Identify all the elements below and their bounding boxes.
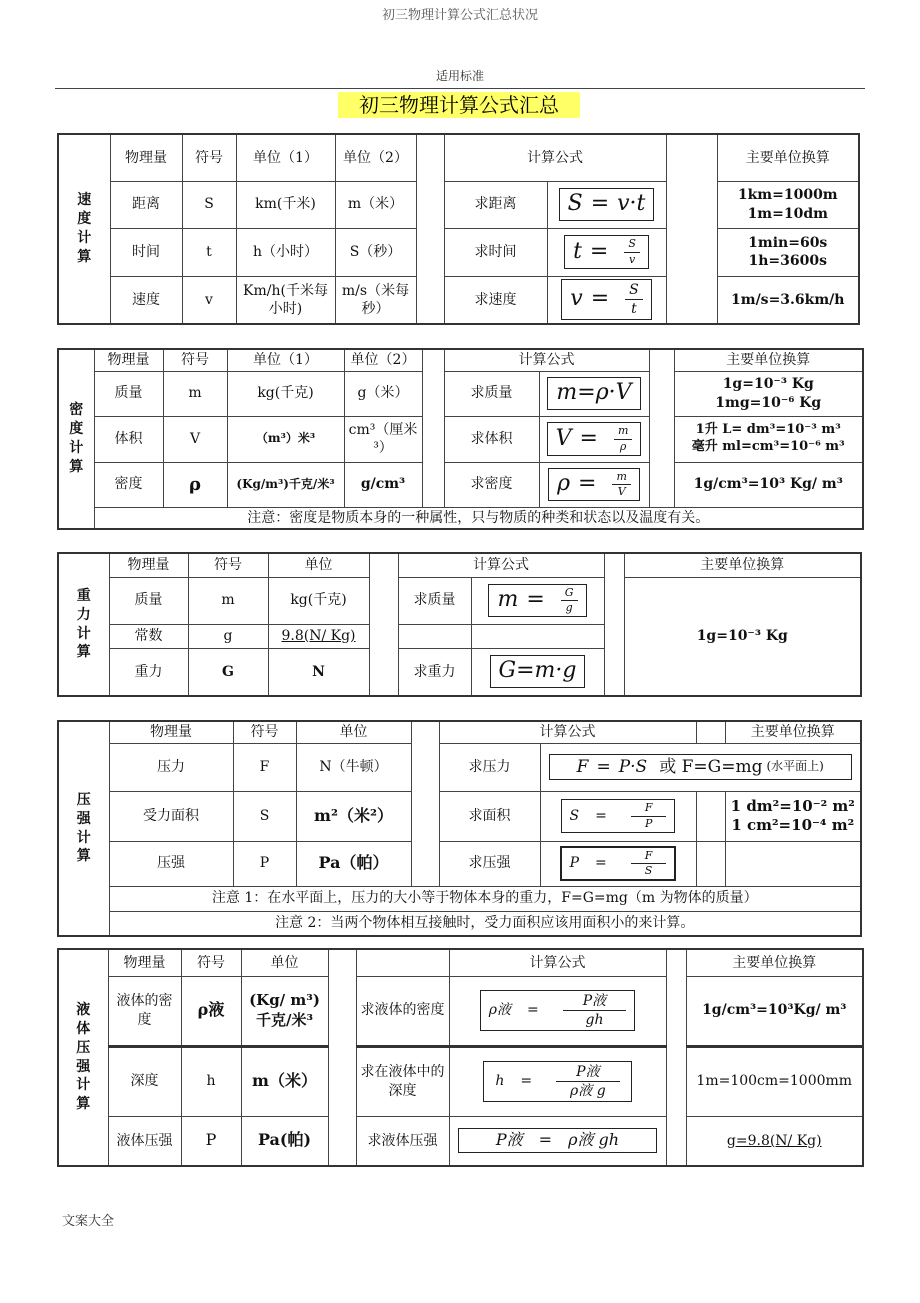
quantity: 液体的密度 (108, 976, 181, 1046)
quantity: 质量 (109, 577, 188, 624)
col-header: 单位（2） (335, 134, 416, 181)
unit-conversion: g=9.8(N/ Kg) (686, 1116, 863, 1166)
unit: kg(千克) (268, 577, 369, 624)
formula: F = P·S 或 F=G=mg (水平面上) (540, 743, 861, 791)
col-header: 主要单位换算 (725, 721, 861, 743)
quantity: 常数 (109, 624, 188, 648)
col-header: 计算公式 (444, 134, 666, 181)
unit: 9.8(N/ Kg) (268, 624, 369, 648)
unit-1: h（小时） (236, 228, 335, 276)
spacer-cell (666, 949, 686, 1166)
symbol: ρ (163, 462, 227, 507)
table-row (58, 416, 863, 462)
unit-1: kg(千克) (227, 371, 344, 416)
unit-1: （m³）米³ (227, 416, 344, 462)
symbol: F (233, 743, 296, 791)
table-row (58, 276, 859, 324)
empty-cell (398, 624, 471, 648)
symbol: m (163, 371, 227, 416)
liquid-pressure-table (57, 948, 864, 1167)
unit: N（牛顿） (296, 743, 411, 791)
section-label: 压强计算 (58, 721, 109, 936)
unit-conversion: 1g/cm³=10³Kg/ m³ (686, 976, 863, 1046)
col-header: 符号 (181, 949, 241, 976)
section-label: 重力计算 (58, 553, 109, 696)
symbol: v (182, 276, 236, 324)
unit-2: g/cm³ (344, 462, 422, 507)
formula-label: 求面积 (439, 791, 540, 841)
unit-2: m（米） (335, 181, 416, 228)
table-row (58, 976, 863, 1046)
unit: Pa(帕) (241, 1116, 328, 1166)
formula: ρ液 = $\frac{\text{P液}}{gh}$ (449, 976, 666, 1046)
quantity: 受力面积 (109, 791, 233, 841)
unit-conversion: 1 dm²=10⁻² m² 1 cm²=10⁻⁴ m² (725, 791, 861, 841)
col-header: 主要单位换算 (717, 134, 859, 181)
col-header: 符号 (188, 553, 268, 577)
table-row (58, 1046, 863, 1116)
formula: h = $\frac{\text{P液}}{\text{ρ液 g}}$ (449, 1046, 666, 1116)
document-title: 初三物理计算公式汇总 (338, 92, 580, 118)
spacer-cell (369, 553, 398, 696)
symbol: h (181, 1046, 241, 1116)
table-row (58, 841, 861, 886)
col-header: 单位 (241, 949, 328, 976)
note: 注意 2：当两个物体相互接触时，受力面积应该用面积小的来计算。 (109, 911, 861, 936)
unit-conversion: 1g=10⁻³ Kg (624, 577, 861, 696)
col-header: 单位（1） (236, 134, 335, 181)
quantity: 距离 (110, 181, 182, 228)
gravity-table (57, 552, 862, 697)
formula-label: 求体积 (444, 416, 539, 462)
col-header: 计算公式 (398, 553, 604, 577)
unit-2: m/s（米每秒） (335, 276, 416, 324)
col-header: 符号 (163, 349, 227, 371)
quantity: 重力 (109, 648, 188, 696)
speed-table (57, 133, 860, 325)
formula: G = m·g (471, 648, 604, 696)
empty-cell (725, 841, 861, 886)
unit-1: (Kg/m³)千克/米³ (227, 462, 344, 507)
formula-label: 求时间 (444, 228, 547, 276)
col-header: 单位（1） (227, 349, 344, 371)
spacer-cell (411, 721, 439, 886)
formula: S = v·t (547, 181, 666, 228)
formula: P液 = ρ液 gh (449, 1116, 666, 1166)
pressure-table (57, 720, 862, 937)
formula: ρ = $\frac{m}{V}$ (539, 462, 649, 507)
formula-label: 求速度 (444, 276, 547, 324)
table-row (58, 791, 861, 841)
spacer-cell (666, 134, 717, 324)
quantity: 速度 (110, 276, 182, 324)
unit-conversion: 1m=100cm=1000mm (686, 1046, 863, 1116)
quantity: 深度 (108, 1046, 181, 1116)
spacer-cell (604, 553, 624, 696)
unit: m（米） (241, 1046, 328, 1116)
col-header: 单位 (268, 553, 369, 577)
header-divider (55, 88, 865, 89)
density-table (57, 348, 864, 530)
formula: t = $\frac{S}{v}$ (547, 228, 666, 276)
unit-2: cm³（厘米³） (344, 416, 422, 462)
symbol: ρ液 (181, 976, 241, 1046)
formula-label: 求质量 (398, 577, 471, 624)
formula: P = $\frac{F}{S}$ (540, 841, 696, 886)
quantity: 压力 (109, 743, 233, 791)
unit-conversion: 1m/s=3.6km/h (717, 276, 859, 324)
empty-cell (471, 624, 604, 648)
spacer-cell (649, 349, 674, 507)
col-header: 计算公式 (439, 721, 696, 743)
col-header: 主要单位换算 (674, 349, 863, 371)
table-row (58, 228, 859, 276)
formula-label: 求在液体中的深度 (356, 1046, 449, 1116)
unit-2: g（米） (344, 371, 422, 416)
table-row (58, 462, 863, 507)
formula: V = $\frac{m}{\rho}$ (539, 416, 649, 462)
col-header: 物理量 (109, 553, 188, 577)
col-header: 符号 (233, 721, 296, 743)
col-header: 物理量 (108, 949, 181, 976)
spacer-cell (696, 791, 725, 841)
note: 注意：密度是物质本身的一种属性，只与物质的种类和状态以及温度有关。 (94, 507, 863, 529)
unit: Pa（帕） (296, 841, 411, 886)
symbol: t (182, 228, 236, 276)
spacer-cell (422, 349, 444, 507)
page-header: 初三物理计算公式汇总状况 (381, 8, 538, 23)
table-row (58, 181, 859, 228)
col-header: 单位 (296, 721, 411, 743)
col-header: 物理量 (110, 134, 182, 181)
section-label: 密度计算 (58, 349, 94, 529)
table-row (58, 577, 861, 624)
symbol: S (182, 181, 236, 228)
col-header: 物理量 (109, 721, 233, 743)
formula-label: 求液体压强 (356, 1116, 449, 1166)
unit-conversion: 1min=60s 1h=3600s (717, 228, 859, 276)
unit-1: Km/h(千米每小时) (236, 276, 335, 324)
col-header: 单位（2） (344, 349, 422, 371)
unit-conversion: 1g/cm³=10³ Kg/ m³ (674, 462, 863, 507)
symbol: V (163, 416, 227, 462)
symbol: P (233, 841, 296, 886)
quantity: 密度 (94, 462, 163, 507)
col-header: 主要单位换算 (624, 553, 861, 577)
unit-2: S（秒） (335, 228, 416, 276)
unit: N (268, 648, 369, 696)
formula-label: 求压力 (439, 743, 540, 791)
col-header: 主要单位换算 (686, 949, 863, 976)
spacer-cell (416, 134, 444, 324)
col-header: 符号 (182, 134, 236, 181)
col-header: 计算公式 (449, 949, 666, 976)
empty-cell (356, 949, 449, 976)
symbol: S (233, 791, 296, 841)
formula-label: 求重力 (398, 648, 471, 696)
subheader: 适用标准 (435, 69, 484, 83)
spacer-cell (696, 841, 725, 886)
section-label: 速度计算 (58, 134, 110, 324)
symbol: m (188, 577, 268, 624)
table-row (58, 743, 861, 791)
spacer-cell (696, 721, 725, 743)
quantity: 质量 (94, 371, 163, 416)
formula-label: 求距离 (444, 181, 547, 228)
spacer-cell (328, 949, 356, 1166)
formula: m = ρ·V (539, 371, 649, 416)
table-row (58, 371, 863, 416)
formula-label: 求压强 (439, 841, 540, 886)
note: 注意 1：在水平面上，压力的大小等于物体本身的重力，F=G=mg（m 为物体的质量） (109, 886, 861, 911)
unit-1: km(千米) (236, 181, 335, 228)
col-header: 计算公式 (444, 349, 649, 371)
unit-conversion: 1g=10⁻³ Kg 1mg=10⁻⁶ Kg (674, 371, 863, 416)
col-header: 物理量 (94, 349, 163, 371)
unit: (Kg/ m³)千克/米³ (241, 976, 328, 1046)
formula: v = $\frac{S}{t}$ (547, 276, 666, 324)
unit-conversion: 1升 L= dm³=10⁻³ m³ 毫升 ml=cm³=10⁻⁶ m³ (674, 416, 863, 462)
quantity: 压强 (109, 841, 233, 886)
formula-label: 求液体的密度 (356, 976, 449, 1046)
quantity: 时间 (110, 228, 182, 276)
formula-label: 求密度 (444, 462, 539, 507)
symbol: P (181, 1116, 241, 1166)
formula-label: 求质量 (444, 371, 539, 416)
formula: m = $\frac{G}{g}$ (471, 577, 604, 624)
page-footer: 文案大全 (62, 1214, 115, 1229)
symbol: G (188, 648, 268, 696)
table-row (58, 1116, 863, 1166)
symbol: g (188, 624, 268, 648)
unit: m²（米²） (296, 791, 411, 841)
formula: S = $\frac{F}{P}$ (540, 791, 696, 841)
section-label: 液体压强计算 (58, 949, 108, 1166)
quantity: 液体压强 (108, 1116, 181, 1166)
quantity: 体积 (94, 416, 163, 462)
unit-conversion: 1km=1000m 1m=10dm (717, 181, 859, 228)
